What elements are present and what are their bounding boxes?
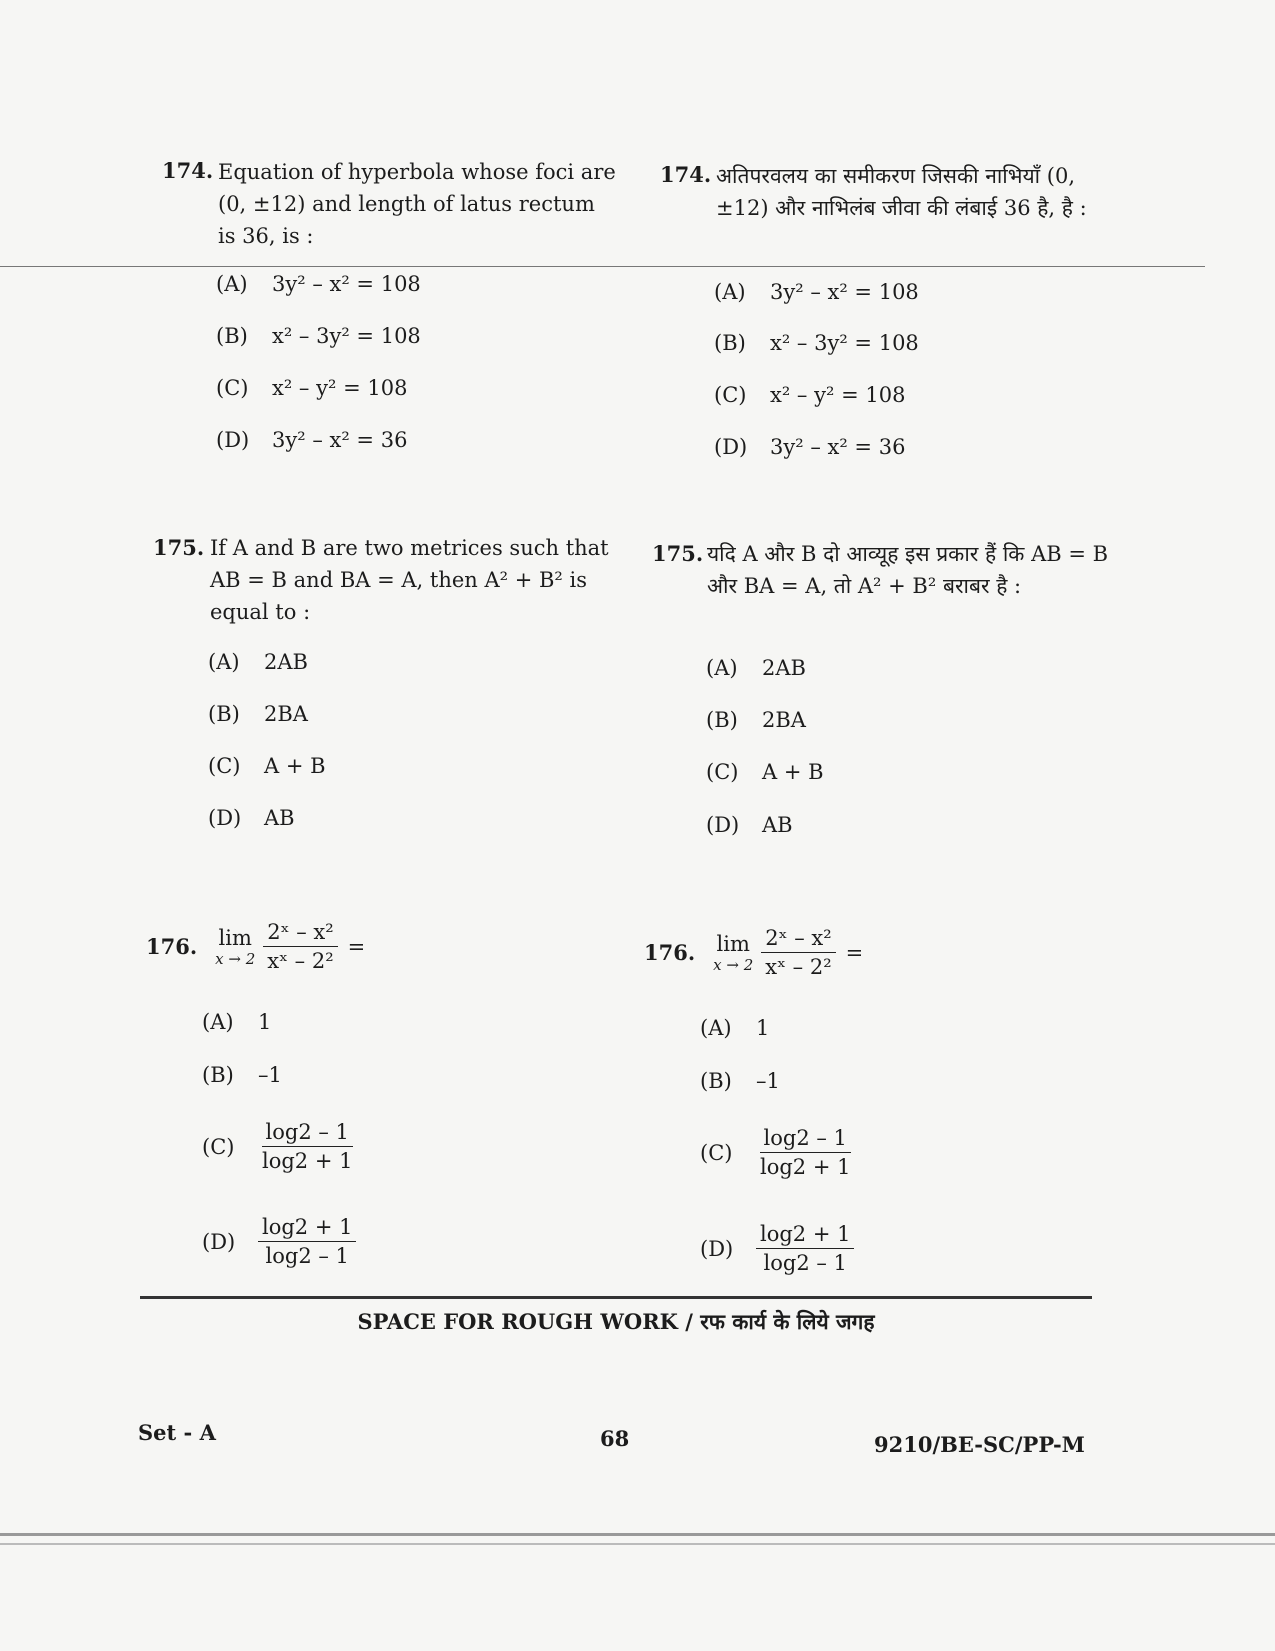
q176-option-d-en[interactable]: (D) $\frac{\log 2 + 1}{\log 2 - 1}$	[202, 1215, 356, 1268]
bottom-edge-band	[0, 1543, 1275, 1545]
q176-option-c-en[interactable]: (C) $\frac{\log 2 - 1}{\log 2 + 1}$	[202, 1120, 353, 1173]
q174-number-en: 174.	[162, 158, 214, 183]
limit-operator: lim x → 2	[215, 925, 256, 968]
q176-option-a-hi[interactable]: (A) 1	[700, 1016, 770, 1040]
q174-option-d-en[interactable]: (D) 3y² – x² = 36	[216, 428, 408, 452]
rough-work-heading: SPACE FOR ROUGH WORK / रफ कार्य के लिये जगह	[357, 1309, 875, 1334]
q175-number-hi: 175.	[652, 541, 704, 566]
bottom-edge-band	[0, 1533, 1275, 1536]
limit-operator: lim x → 2	[713, 931, 754, 974]
q174-option-d-hi[interactable]: (D) 3y² – x² = 36	[714, 435, 906, 459]
q174-option-a-hi[interactable]: (A) 3y² – x² = 108	[714, 280, 919, 304]
q176-question-hi: 176. lim x → 2 $\frac{\text{2ˣ – x²}}{\text{xˣ – 2²}}$ =	[644, 926, 864, 979]
q174-option-b-en[interactable]: (B) x² – 3y² = 108	[216, 324, 421, 348]
q175-option-c-hi[interactable]: (C) A + B	[706, 760, 824, 784]
q174-option-c-en[interactable]: (C) x² – y² = 108	[216, 376, 408, 400]
paper-code: 9210/BE-SC/PP-M	[874, 1432, 1085, 1457]
limit-fraction: $\frac{\text{2ˣ – x²}}{\text{xˣ – 2²}}$	[263, 920, 337, 973]
q175-option-d-en[interactable]: (D) AB	[208, 806, 295, 830]
q175-option-b-en[interactable]: (B) 2BA	[208, 702, 308, 726]
set-label: Set - A	[138, 1420, 216, 1445]
q174-number-hi: 174.	[660, 162, 712, 187]
q174-text-en: Equation of hyperbola whose foci are (0, ±12) and length of latus rectum is 36, is :	[218, 160, 616, 248]
q175-text-hi: यदि A और B दो आव्यूह इस प्रकार हैं कि AB = B और BA = A, तो A² + B² बराबर है :	[707, 542, 1109, 598]
q175-option-c-en[interactable]: (C) A + B	[208, 754, 326, 778]
q176-option-b-hi[interactable]: (B) –1	[700, 1069, 780, 1093]
q175-option-b-hi[interactable]: (B) 2BA	[706, 708, 806, 732]
q176-option-a-en[interactable]: (A) 1	[202, 1010, 272, 1034]
q174-option-b-hi[interactable]: (B) x² – 3y² = 108	[714, 331, 919, 355]
q175-option-a-en[interactable]: (A) 2AB	[208, 650, 308, 674]
page-number: 68	[600, 1426, 630, 1451]
q175-text-en: If A and B are two metrices such that AB = B and BA = A, then A² + B² is equal to :	[210, 536, 609, 624]
q175-number-en: 175.	[153, 535, 205, 560]
rough-work-divider	[140, 1296, 1092, 1299]
q175-option-a-hi[interactable]: (A) 2AB	[706, 656, 806, 680]
q176-option-c-hi[interactable]: (C) $\frac{\log 2 - 1}{\log 2 + 1}$	[700, 1126, 851, 1179]
q174-option-c-hi[interactable]: (C) x² – y² = 108	[714, 383, 906, 407]
q176-question-en: 176. lim x → 2 $\frac{\text{2ˣ – x²}}{\text{xˣ – 2²}}$ =	[146, 920, 366, 973]
divider-line	[0, 266, 1205, 267]
q174-option-a-en[interactable]: (A) 3y² – x² = 108	[216, 272, 421, 296]
q174-text-hi: अतिपरवलय का समीकरण जिसकी नाभियाँ (0, ±12) और नाभिलंब जीवा की लंबाई 36 है, है :	[716, 164, 1087, 220]
q176-option-b-en[interactable]: (B) –1	[202, 1063, 282, 1087]
limit-fraction: $\frac{\text{2ˣ – x²}}{\text{xˣ – 2²}}$	[761, 926, 835, 979]
q175-option-d-hi[interactable]: (D) AB	[706, 813, 793, 837]
q176-option-d-hi[interactable]: (D) $\frac{\log 2 + 1}{\log 2 - 1}$	[700, 1222, 854, 1275]
